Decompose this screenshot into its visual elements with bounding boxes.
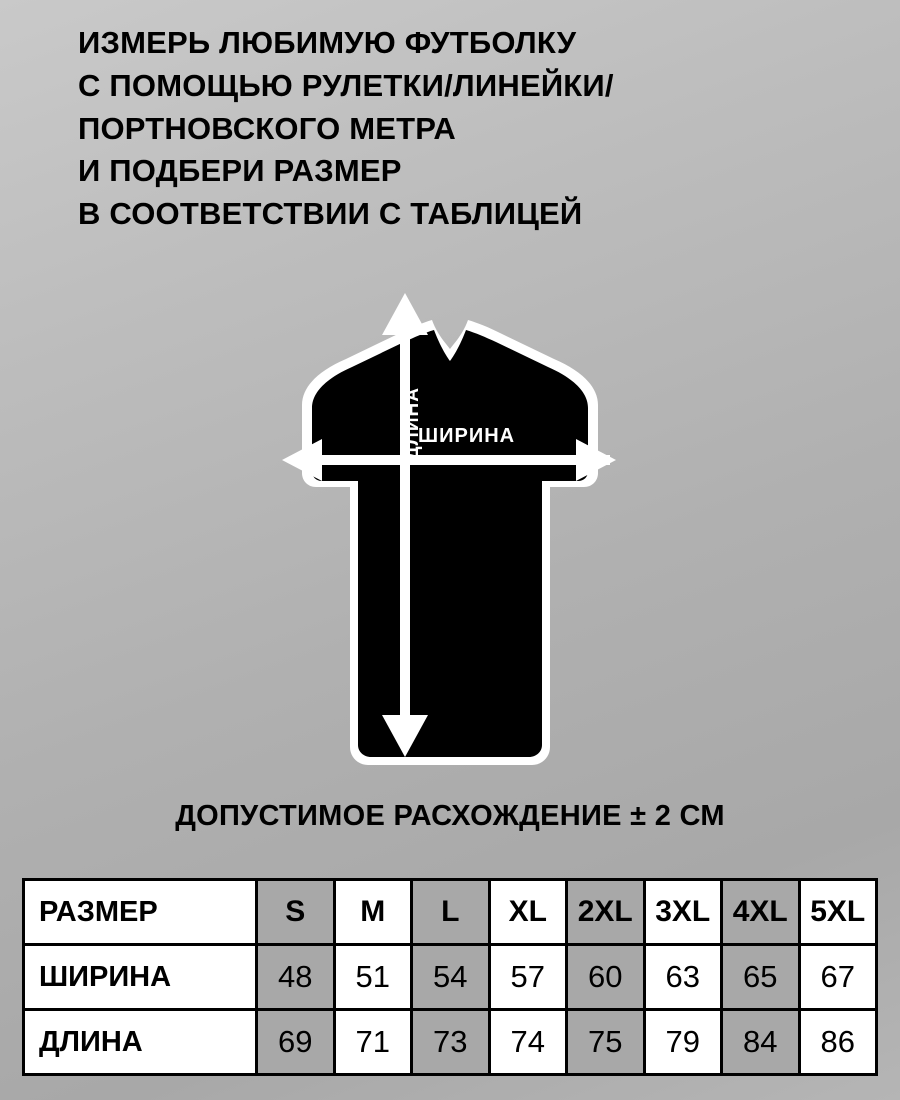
cell-length-5xl: 86 [799,1010,877,1075]
table-rowlabel-width: ШИРИНА [24,945,257,1010]
table-rowlabel-length: ДЛИНА [24,1010,257,1075]
table-row-header [24,880,877,945]
table-header-4xl: 4XL [722,880,800,945]
cell-length-2xl: 75 [567,1010,645,1075]
cell-length-3xl: 79 [644,1010,722,1075]
table-header-size: РАЗМЕР [24,880,257,945]
headline-line-5: В СООТВЕТСТВИИ С ТАБЛИЦЕЙ [78,196,583,232]
table-header-3xl: 3XL [644,880,722,945]
headline-line-3: ПОРТНОВСКОГО МЕТРА [78,110,456,146]
table-header-l: L [412,880,490,945]
cell-width-xl: 57 [489,945,567,1010]
page-title [78,22,838,236]
cell-length-4xl: 84 [722,1010,800,1075]
headline-line-2: С ПОМОЩЬЮ РУЛЕТКИ/ЛИНЕЙКИ/ [78,67,614,103]
table-header-2xl: 2XL [567,880,645,945]
table-header-xl: XL [489,880,567,945]
cell-width-4xl: 65 [722,945,800,1010]
cell-width-2xl: 60 [567,945,645,1010]
cell-width-3xl: 63 [644,945,722,1010]
length-label: ДЛИНА [402,387,423,460]
table-row-length [24,1010,877,1075]
table-header-m: M [334,880,412,945]
width-label: ШИРИНА [418,425,516,447]
table-row-width [24,945,877,1010]
cell-width-s: 48 [257,945,335,1010]
cell-length-m: 71 [334,1010,412,1075]
cell-length-l: 73 [412,1010,490,1075]
cell-width-m: 51 [334,945,412,1010]
cell-width-5xl: 67 [799,945,877,1010]
headline-line-4: И ПОДБЕРИ РАЗМЕР [78,153,402,189]
table-header-s: S [257,880,335,945]
cell-length-xl: 74 [489,1010,567,1075]
tshirt-icon [150,275,750,775]
table-header-5xl: 5XL [799,880,877,945]
headline-line-1: ИЗМЕРЬ ЛЮБИМУЮ ФУТБОЛКУ [78,25,577,60]
cell-length-s: 69 [257,1010,335,1075]
tolerance-note: ДОПУСТИМОЕ РАСХОЖДЕНИЕ ± 2 СМ [175,800,725,832]
cell-width-l: 54 [412,945,490,1010]
tshirt-diagram [150,275,750,775]
size-table [22,878,878,1076]
